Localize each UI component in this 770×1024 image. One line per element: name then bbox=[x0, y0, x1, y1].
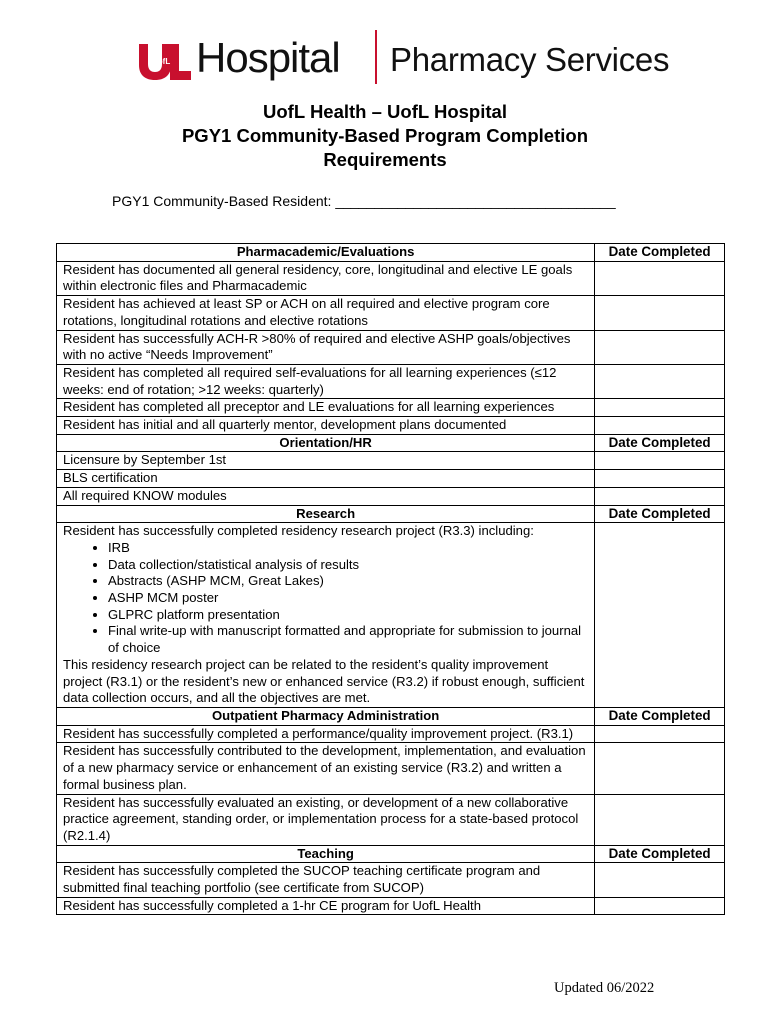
date-completed-header: Date Completed bbox=[595, 845, 725, 863]
list-item: • GLPRC platform presentation bbox=[108, 607, 588, 624]
requirement-text: Resident has documented all general residency, core, longitudinal and elective LE goals within electronic files and Pharmacademic bbox=[57, 261, 595, 295]
date-cell[interactable] bbox=[595, 364, 725, 398]
title-line-1: UofL Health – UofL Hospital bbox=[263, 101, 507, 122]
logo-hospital-text: Hospital bbox=[196, 34, 340, 81]
requirement-text: Resident has initial and all quarterly mentor, development plans documented bbox=[57, 417, 595, 435]
table-row bbox=[57, 523, 725, 708]
table-row bbox=[57, 725, 725, 743]
date-completed-header: Date Completed bbox=[595, 244, 725, 262]
table-row bbox=[57, 863, 725, 897]
date-cell[interactable] bbox=[595, 330, 725, 364]
table-row bbox=[57, 261, 725, 295]
requirement-text: Resident has completed all required self-evaluations for all learning experiences (≤12 weeks: end of rotation; >12 weeks: quarterly) bbox=[57, 364, 595, 398]
table-row bbox=[57, 399, 725, 417]
date-cell[interactable] bbox=[595, 261, 725, 295]
requirement-text: Resident has successfully completed the SUCOP teaching certificate program and submitted final teaching portfolio (see certificate from SUCOP) bbox=[57, 863, 595, 897]
list-item: • Data collection/statistical analysis of results bbox=[108, 557, 588, 574]
section-header-row bbox=[57, 505, 725, 523]
date-cell[interactable] bbox=[595, 417, 725, 435]
requirement-text: Resident has successfully contributed to the development, implementation, and evaluation of a new pharmacy service or enhancement of an existing service (R3.2) and written a formal business plan. bbox=[57, 743, 595, 794]
requirement-text: Resident has successfully evaluated an existing, or development of a new collaborative practice agreement, standing order, or implementation process for a state-based protocol (R2.1.4) bbox=[57, 794, 595, 845]
date-cell[interactable] bbox=[595, 452, 725, 470]
section-header-row bbox=[57, 845, 725, 863]
date-completed-header: Date Completed bbox=[595, 505, 725, 523]
section-heading-teaching: Teaching bbox=[57, 845, 595, 863]
research-intro: Resident has successfully completed residency research project (R3.3) including: bbox=[63, 523, 534, 539]
uofl-logo-icon bbox=[138, 40, 192, 80]
table-row bbox=[57, 743, 725, 794]
date-completed-header: Date Completed bbox=[595, 707, 725, 725]
section-heading-orientation: Orientation/HR bbox=[57, 434, 595, 452]
updated-date: Updated 06/2022 bbox=[554, 980, 655, 996]
requirement-text: Resident has successfully completed a 1-hr CE program for UofL Health bbox=[57, 897, 595, 915]
table-row bbox=[57, 364, 725, 398]
requirement-text: Resident has successfully ACH-R >80% of required and elective ASHP goals/objectives with no active “Needs Improvement” bbox=[57, 330, 595, 364]
table-row bbox=[57, 897, 725, 915]
research-requirement bbox=[57, 523, 595, 708]
section-heading-evaluations: Pharmacademic/Evaluations bbox=[57, 244, 595, 262]
requirement-text: BLS certification bbox=[57, 470, 595, 488]
list-item: • Final write-up with manuscript formatted and appropriate for submission to journal of choice bbox=[108, 623, 588, 656]
title-line-2: PGY1 Community-Based Program Completion bbox=[181, 125, 589, 146]
requirement-text: Resident has achieved at least SP or ACH on all required and elective program core rotations, longitudinal rotations and elective rotations bbox=[57, 296, 595, 330]
list-item: • Abstracts (ASHP MCM, Great Lakes) bbox=[108, 573, 588, 590]
section-header-row bbox=[57, 434, 725, 452]
requirement-text: All required KNOW modules bbox=[57, 487, 595, 505]
requirement-text: Resident has successfully completed a performance/quality improvement project. (R3.1) bbox=[57, 725, 595, 743]
date-cell[interactable] bbox=[595, 296, 725, 330]
resident-name-field[interactable]: PGY1 Community-Based Resident: ____________________________________ bbox=[112, 193, 616, 209]
page-title bbox=[0, 100, 770, 172]
date-cell[interactable] bbox=[595, 725, 725, 743]
date-cell[interactable] bbox=[595, 863, 725, 897]
table-row bbox=[57, 470, 725, 488]
title-line-3: Requirements bbox=[323, 149, 447, 170]
section-heading-research: Research bbox=[57, 505, 595, 523]
date-cell[interactable] bbox=[595, 897, 725, 915]
section-header-row bbox=[57, 707, 725, 725]
date-cell[interactable] bbox=[595, 470, 725, 488]
table-row bbox=[57, 487, 725, 505]
list-item: • IRB bbox=[108, 540, 588, 557]
list-item: • ASHP MCM poster bbox=[108, 590, 588, 607]
date-cell[interactable] bbox=[595, 487, 725, 505]
header bbox=[0, 28, 770, 88]
requirement-text: Licensure by September 1st bbox=[57, 452, 595, 470]
research-note: This residency research project can be related to the resident’s quality improvement project (R3.1) or the resident’s new or enhanced service (R3.2) if robust enough, sufficient data collection occurs, and all the objectives are met. bbox=[63, 656, 585, 706]
logo-divider bbox=[375, 30, 377, 84]
logo-mark-text: UofL bbox=[152, 57, 171, 66]
date-cell[interactable] bbox=[595, 399, 725, 417]
date-cell[interactable] bbox=[595, 743, 725, 794]
requirement-text: Resident has completed all preceptor and LE evaluations for all learning experiences bbox=[57, 399, 595, 417]
table-row bbox=[57, 452, 725, 470]
section-heading-outpatient: Outpatient Pharmacy Administration bbox=[57, 707, 595, 725]
table-row bbox=[57, 330, 725, 364]
date-cell[interactable] bbox=[595, 794, 725, 845]
date-cell[interactable] bbox=[595, 523, 725, 708]
table-row bbox=[57, 417, 725, 435]
table-row bbox=[57, 296, 725, 330]
section-header-row bbox=[57, 244, 725, 262]
logo-pharmacy-text: Pharmacy Services bbox=[390, 41, 670, 78]
research-bullet-list bbox=[63, 540, 588, 657]
date-completed-header: Date Completed bbox=[595, 434, 725, 452]
requirements-table bbox=[56, 243, 725, 915]
table-row bbox=[57, 794, 725, 845]
